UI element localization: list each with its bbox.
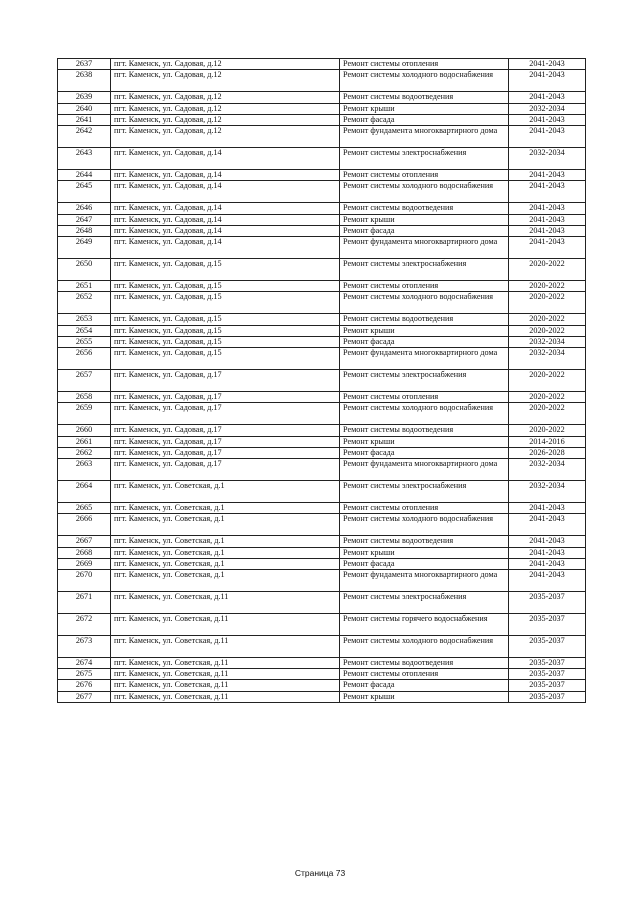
row-work-type: Ремонт системы отопления: [340, 503, 509, 514]
row-address: пгт. Каменск, ул. Садовая, д.14: [111, 237, 340, 259]
row-period: 2041-2043: [509, 536, 586, 547]
row-work-type: Ремонт системы отопления: [340, 170, 509, 181]
row-number: 2675: [58, 669, 111, 680]
row-number: 2663: [58, 459, 111, 481]
row-address: пгт. Каменск, ул. Садовая, д.15: [111, 348, 340, 370]
table-row: [58, 691, 586, 702]
row-address: пгт. Каменск, ул. Садовая, д.15: [111, 325, 340, 336]
row-address: пгт. Каменск, ул. Советская, д.1: [111, 570, 340, 592]
table-row: [58, 657, 586, 668]
row-period: 2041-2043: [509, 570, 586, 592]
row-period: 2041-2043: [509, 70, 586, 92]
row-address: пгт. Каменск, ул. Садовая, д.17: [111, 370, 340, 392]
row-period: 2035-2037: [509, 691, 586, 702]
table-row: [58, 115, 586, 126]
row-address: пгт. Каменск, ул. Садовая, д.15: [111, 314, 340, 325]
page-number: Страница 73: [294, 868, 346, 878]
row-work-type: Ремонт системы горячего водоснабжения: [340, 614, 509, 636]
row-number: 2646: [58, 203, 111, 214]
row-work-type: Ремонт крыши: [340, 436, 509, 447]
row-number: 2639: [58, 92, 111, 103]
row-number: 2669: [58, 559, 111, 570]
row-work-type: Ремонт фундамента многоквартирного дома: [340, 126, 509, 148]
row-number: 2677: [58, 691, 111, 702]
table-body: [58, 59, 586, 703]
row-period: 2041-2043: [509, 547, 586, 558]
row-address: пгт. Каменск, ул. Садовая, д.14: [111, 181, 340, 203]
row-period: 2041-2043: [509, 126, 586, 148]
row-period: 2020-2022: [509, 325, 586, 336]
row-address: пгт. Каменск, ул. Советская, д.11: [111, 614, 340, 636]
row-address: пгт. Каменск, ул. Советская, д.1: [111, 559, 340, 570]
row-period: 2035-2037: [509, 657, 586, 668]
row-period: 2041-2043: [509, 214, 586, 225]
row-number: 2638: [58, 70, 111, 92]
row-address: пгт. Каменск, ул. Садовая, д.14: [111, 170, 340, 181]
row-period: 2041-2043: [509, 170, 586, 181]
row-work-type: Ремонт фасада: [340, 559, 509, 570]
row-period: 2041-2043: [509, 226, 586, 237]
row-number: 2661: [58, 436, 111, 447]
row-work-type: Ремонт системы отопления: [340, 281, 509, 292]
table-row: [58, 547, 586, 558]
row-work-type: Ремонт системы электроснабжения: [340, 148, 509, 170]
row-period: 2026-2028: [509, 448, 586, 459]
row-work-type: Ремонт фундамента многоквартирного дома: [340, 570, 509, 592]
row-number: 2643: [58, 148, 111, 170]
row-address: пгт. Каменск, ул. Садовая, д.15: [111, 259, 340, 281]
row-period: 2020-2022: [509, 425, 586, 436]
row-work-type: Ремонт фасада: [340, 226, 509, 237]
row-period: 2020-2022: [509, 292, 586, 314]
table-row: [58, 680, 586, 691]
row-address: пгт. Каменск, ул. Садовая, д.15: [111, 337, 340, 348]
row-address: пгт. Каменск, ул. Советская, д.11: [111, 635, 340, 657]
row-period: 2020-2022: [509, 403, 586, 425]
table-row: [58, 503, 586, 514]
table-row: [58, 514, 586, 536]
row-address: пгт. Каменск, ул. Советская, д.1: [111, 514, 340, 536]
table-row: [58, 325, 586, 336]
row-period: 2035-2037: [509, 669, 586, 680]
row-address: пгт. Каменск, ул. Садовая, д.15: [111, 281, 340, 292]
row-address: пгт. Каменск, ул. Садовая, д.12: [111, 59, 340, 70]
row-number: 2659: [58, 403, 111, 425]
row-address: пгт. Каменск, ул. Садовая, д.12: [111, 92, 340, 103]
row-period: 2041-2043: [509, 181, 586, 203]
row-period: 2041-2043: [509, 559, 586, 570]
table-row: [58, 226, 586, 237]
row-address: пгт. Каменск, ул. Садовая, д.12: [111, 70, 340, 92]
row-number: 2664: [58, 481, 111, 503]
row-number: 2670: [58, 570, 111, 592]
row-period: 2032-2034: [509, 348, 586, 370]
table-row: [58, 181, 586, 203]
capital-repair-table: [57, 58, 586, 703]
row-work-type: Ремонт системы холодного водоснабжения: [340, 514, 509, 536]
row-work-type: Ремонт системы водоотведения: [340, 92, 509, 103]
table-row: [58, 337, 586, 348]
row-number: 2649: [58, 237, 111, 259]
row-address: пгт. Каменск, ул. Советская, д.11: [111, 691, 340, 702]
table-row: [58, 214, 586, 225]
row-number: 2658: [58, 392, 111, 403]
row-number: 2662: [58, 448, 111, 459]
row-address: пгт. Каменск, ул. Советская, д.11: [111, 592, 340, 614]
row-number: 2665: [58, 503, 111, 514]
table-row: [58, 536, 586, 547]
row-work-type: Ремонт системы водоотведения: [340, 314, 509, 325]
table-row: [58, 292, 586, 314]
row-work-type: Ремонт фасада: [340, 448, 509, 459]
row-number: 2660: [58, 425, 111, 436]
row-number: 2655: [58, 337, 111, 348]
table-row: [58, 570, 586, 592]
row-number: 2672: [58, 614, 111, 636]
row-address: пгт. Каменск, ул. Садовая, д.12: [111, 103, 340, 114]
row-address: пгт. Каменск, ул. Садовая, д.14: [111, 148, 340, 170]
row-work-type: Ремонт системы электроснабжения: [340, 370, 509, 392]
table-row: [58, 281, 586, 292]
row-work-type: Ремонт системы отопления: [340, 59, 509, 70]
row-work-type: Ремонт системы холодного водоснабжения: [340, 635, 509, 657]
row-work-type: Ремонт системы отопления: [340, 669, 509, 680]
row-work-type: Ремонт системы водоотведения: [340, 536, 509, 547]
row-period: 2032-2034: [509, 103, 586, 114]
table-row: [58, 481, 586, 503]
row-work-type: Ремонт системы водоотведения: [340, 425, 509, 436]
row-address: пгт. Каменск, ул. Садовая, д.14: [111, 203, 340, 214]
row-period: 2035-2037: [509, 614, 586, 636]
row-number: 2667: [58, 536, 111, 547]
row-period: 2041-2043: [509, 237, 586, 259]
row-number: 2657: [58, 370, 111, 392]
row-address: пгт. Каменск, ул. Садовая, д.15: [111, 292, 340, 314]
row-work-type: Ремонт системы холодного водоснабжения: [340, 181, 509, 203]
row-period: 2032-2034: [509, 459, 586, 481]
table-row: [58, 70, 586, 92]
table-row: [58, 635, 586, 657]
row-number: 2668: [58, 547, 111, 558]
row-period: 2020-2022: [509, 259, 586, 281]
table-row: [58, 559, 586, 570]
table-row: [58, 59, 586, 70]
row-number: 2651: [58, 281, 111, 292]
row-work-type: Ремонт системы водоотведения: [340, 203, 509, 214]
row-number: 2656: [58, 348, 111, 370]
row-address: пгт. Каменск, ул. Советская, д.1: [111, 547, 340, 558]
row-address: пгт. Каменск, ул. Советская, д.1: [111, 481, 340, 503]
row-number: 2637: [58, 59, 111, 70]
row-number: 2654: [58, 325, 111, 336]
row-work-type: Ремонт системы водоотведения: [340, 657, 509, 668]
row-period: 2041-2043: [509, 503, 586, 514]
row-work-type: Ремонт системы холодного водоснабжения: [340, 403, 509, 425]
row-number: 2641: [58, 115, 111, 126]
table-row: [58, 103, 586, 114]
row-number: 2666: [58, 514, 111, 536]
row-work-type: Ремонт крыши: [340, 214, 509, 225]
table-row: [58, 148, 586, 170]
row-number: 2642: [58, 126, 111, 148]
table-row: [58, 425, 586, 436]
row-address: пгт. Каменск, ул. Советская, д.11: [111, 669, 340, 680]
row-work-type: Ремонт крыши: [340, 103, 509, 114]
row-number: 2674: [58, 657, 111, 668]
row-work-type: Ремонт системы электроснабжения: [340, 592, 509, 614]
table-row: [58, 403, 586, 425]
table-row: [58, 126, 586, 148]
row-address: пгт. Каменск, ул. Садовая, д.12: [111, 115, 340, 126]
row-work-type: Ремонт фундамента многоквартирного дома: [340, 237, 509, 259]
row-period: 2032-2034: [509, 481, 586, 503]
row-period: 2032-2034: [509, 337, 586, 348]
row-address: пгт. Каменск, ул. Садовая, д.17: [111, 459, 340, 481]
row-work-type: Ремонт фундамента многоквартирного дома: [340, 459, 509, 481]
row-work-type: Ремонт фундамента многоквартирного дома: [340, 348, 509, 370]
row-period: 2020-2022: [509, 314, 586, 325]
row-work-type: Ремонт крыши: [340, 691, 509, 702]
row-period: 2014-2016: [509, 436, 586, 447]
row-address: пгт. Каменск, ул. Садовая, д.14: [111, 226, 340, 237]
row-number: 2671: [58, 592, 111, 614]
row-number: 2673: [58, 635, 111, 657]
table-row: [58, 203, 586, 214]
row-work-type: Ремонт крыши: [340, 547, 509, 558]
row-number: 2652: [58, 292, 111, 314]
row-period: 2020-2022: [509, 281, 586, 292]
table-row: [58, 448, 586, 459]
row-work-type: Ремонт фасада: [340, 337, 509, 348]
table-row: [58, 392, 586, 403]
row-work-type: Ремонт системы отопления: [340, 392, 509, 403]
row-period: 2032-2034: [509, 148, 586, 170]
row-address: пгт. Каменск, ул. Садовая, д.17: [111, 436, 340, 447]
row-work-type: Ремонт фасада: [340, 680, 509, 691]
row-period: 2041-2043: [509, 514, 586, 536]
row-number: 2648: [58, 226, 111, 237]
row-number: 2650: [58, 259, 111, 281]
table-row: [58, 237, 586, 259]
row-address: пгт. Каменск, ул. Советская, д.1: [111, 503, 340, 514]
row-work-type: Ремонт фасада: [340, 115, 509, 126]
row-number: 2676: [58, 680, 111, 691]
row-number: 2645: [58, 181, 111, 203]
row-address: пгт. Каменск, ул. Садовая, д.14: [111, 214, 340, 225]
row-number: 2653: [58, 314, 111, 325]
table-row: [58, 669, 586, 680]
row-number: 2647: [58, 214, 111, 225]
table-row: [58, 92, 586, 103]
row-work-type: Ремонт системы холодного водоснабжения: [340, 292, 509, 314]
row-address: пгт. Каменск, ул. Садовая, д.17: [111, 448, 340, 459]
table-row: [58, 614, 586, 636]
row-address: пгт. Каменск, ул. Советская, д.11: [111, 680, 340, 691]
table-row: [58, 370, 586, 392]
row-period: 2020-2022: [509, 392, 586, 403]
row-period: 2041-2043: [509, 203, 586, 214]
row-work-type: Ремонт системы электроснабжения: [340, 481, 509, 503]
row-work-type: Ремонт крыши: [340, 325, 509, 336]
row-number: 2640: [58, 103, 111, 114]
row-period: 2020-2022: [509, 370, 586, 392]
row-period: 2041-2043: [509, 92, 586, 103]
row-period: 2035-2037: [509, 635, 586, 657]
table-row: [58, 170, 586, 181]
row-number: 2644: [58, 170, 111, 181]
row-work-type: Ремонт системы холодного водоснабжения: [340, 70, 509, 92]
row-period: 2035-2037: [509, 680, 586, 691]
row-period: 2041-2043: [509, 115, 586, 126]
row-work-type: Ремонт системы электроснабжения: [340, 259, 509, 281]
row-period: 2041-2043: [509, 59, 586, 70]
row-address: пгт. Каменск, ул. Садовая, д.17: [111, 392, 340, 403]
row-address: пгт. Каменск, ул. Советская, д.11: [111, 657, 340, 668]
row-period: 2035-2037: [509, 592, 586, 614]
table-row: [58, 259, 586, 281]
row-address: пгт. Каменск, ул. Садовая, д.17: [111, 403, 340, 425]
table-row: [58, 592, 586, 614]
table-row: [58, 436, 586, 447]
row-address: пгт. Каменск, ул. Садовая, д.12: [111, 126, 340, 148]
table-row: [58, 348, 586, 370]
row-address: пгт. Каменск, ул. Советская, д.1: [111, 536, 340, 547]
row-address: пгт. Каменск, ул. Садовая, д.17: [111, 425, 340, 436]
table-row: [58, 314, 586, 325]
table-row: [58, 459, 586, 481]
